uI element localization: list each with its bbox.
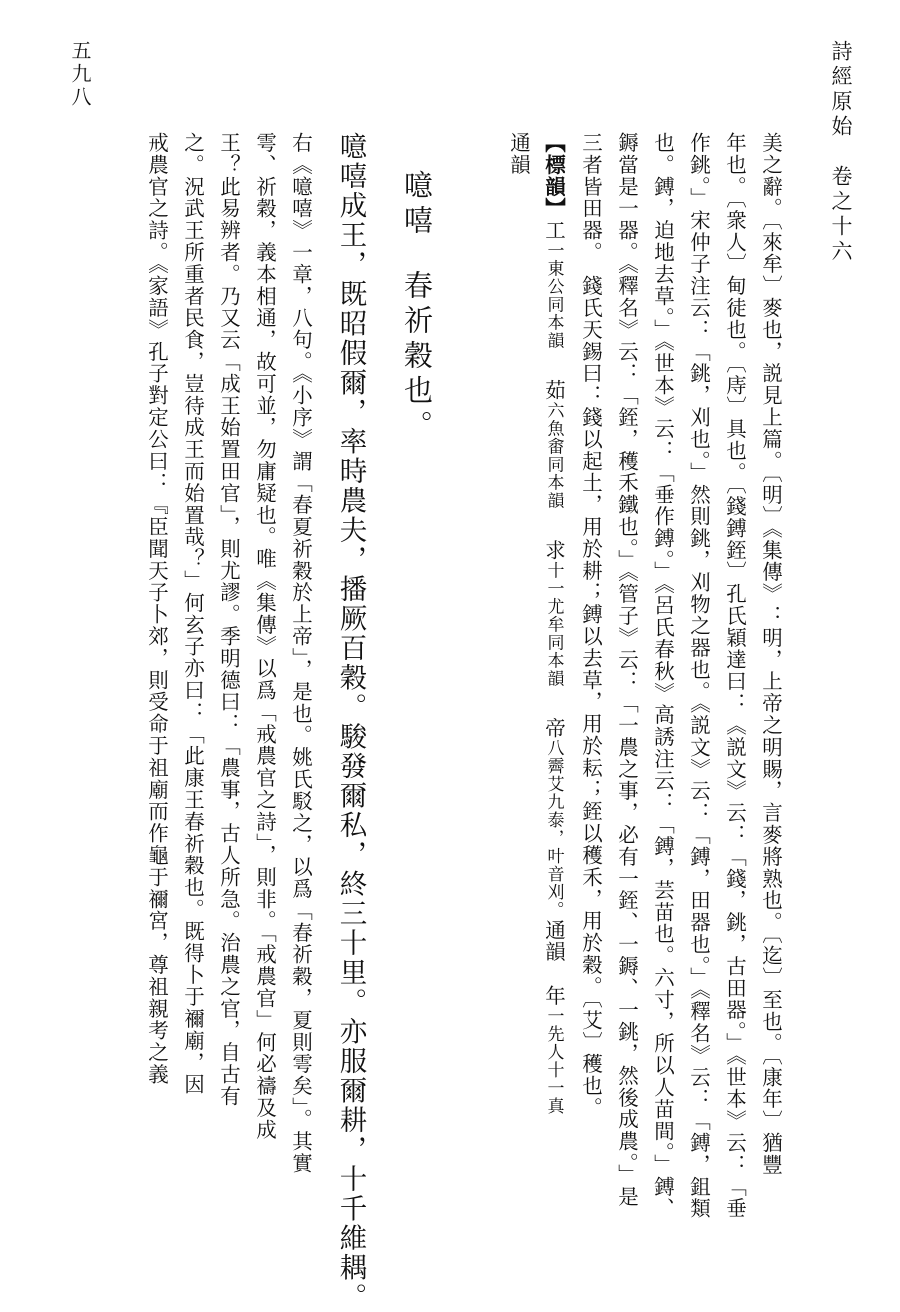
rhyme-note: 八霽艾九泰，叶音刈。 [543,739,564,920]
poem-title [400,170,434,1250]
rhyme-char: 求 [541,539,566,562]
running-title: 詩經原始 卷之十六 [829,40,853,265]
page-number: 五九八 [68,40,92,109]
commentary-line: 作銚。」宋仲子注云：「銚，刈也。」然則銚，刈物之器也。《説文》云：「鎛，田器也。」《釋名》云：「鎛，鉏類 [686,132,711,1220]
rhyme-note: 一東公同本韻 [543,241,564,350]
commentary-line: 鎒當是一器。《釋名》云：「銍，穫禾鐵也。」《管子》云：「一農之事，必有一銍、一鎒、一銚，然後成農。」是 [614,132,639,1208]
rhyme-char: 通韻 年 [541,919,566,1007]
commentary-line: 美之辭。〔來牟〕麥也，説見上篇。〔明〕《集傳》：明，上帝之明賜，言麥將熟也。〔迄〕至也。〔康年〕猶豐 [758,132,783,1176]
commentary-line: 年也。〔衆人〕甸徒也。〔庤〕具也。〔錢鎛銍〕孔氏穎達曰：《説文》云：「錢，銚，古田器。」《世本》云：「垂 [722,132,747,1220]
rhyme-tail: 通韻 [506,132,531,176]
commentary-line: 三者皆田器。 錢氏天錫曰：錢以起土，用於耕；鎛以去草，用於耘；銍以穫禾，用於穀。〔艾〕穫也。 [578,132,603,1119]
rhyme-char: 工 [541,219,566,242]
rhyme-annotation [543,132,564,1212]
commentary-line: 右《噫嘻》一章，八句。《小序》謂「春夏祈穀於上帝」，是也。姚氏駁之，以爲「春祈穀，夏則雩矣」。其實 [288,132,313,1175]
poem-subtitle: 春祈穀也。 [400,270,434,445]
rhyme-note: 六魚畬同本韻 [543,401,564,510]
commentary-line: 雩、祈穀，義本相通，故可並，勿庸疑也。唯《集傳》以爲「戒農官之詩」，則非。「戒農官」何必禱及成 [252,132,277,1141]
rhyme-char: 茹 [541,379,566,402]
poem-text: 噫嘻成王，既昭假爾，率時農夫，播厥百穀。駿發爾私，終三十里。亦服爾耕，十千維耦。 [334,132,367,1312]
commentary-line: 也。鎛，迫地去草。」《世本》云：「垂作鎛。」《呂氏春秋》高誘注云：「鎛，芸苗也。六寸，所以人苗間。」鎛、 [650,132,675,1220]
commentary-line: 之。況武王所重者民食，豈待成王而始置哉？」何玄子亦曰：「此康王春祈穀也。既得卜于禰廟，因 [180,132,205,1096]
rhyme-note: 一先人十一真 [543,1006,564,1115]
rhyme-char: 帝 [541,717,566,740]
rhyme-note: 十一尤牟同本韻 [543,561,564,688]
commentary-line: 戒農官之詩。《家語》孔子對定公曰：『臣聞天子卜郊，則受命于祖廟而作龜于禰宮，尊祖親考之義 [144,132,169,1086]
commentary-line: 王？此易辨者。乃又云「成王始置田官」，則尤謬。季明德曰：「農事，古人所急。治農之官，自古有 [216,132,241,1108]
rhyme-label: 【標韻】 [541,132,566,220]
poem-title-text: 噫嘻 [400,170,434,240]
